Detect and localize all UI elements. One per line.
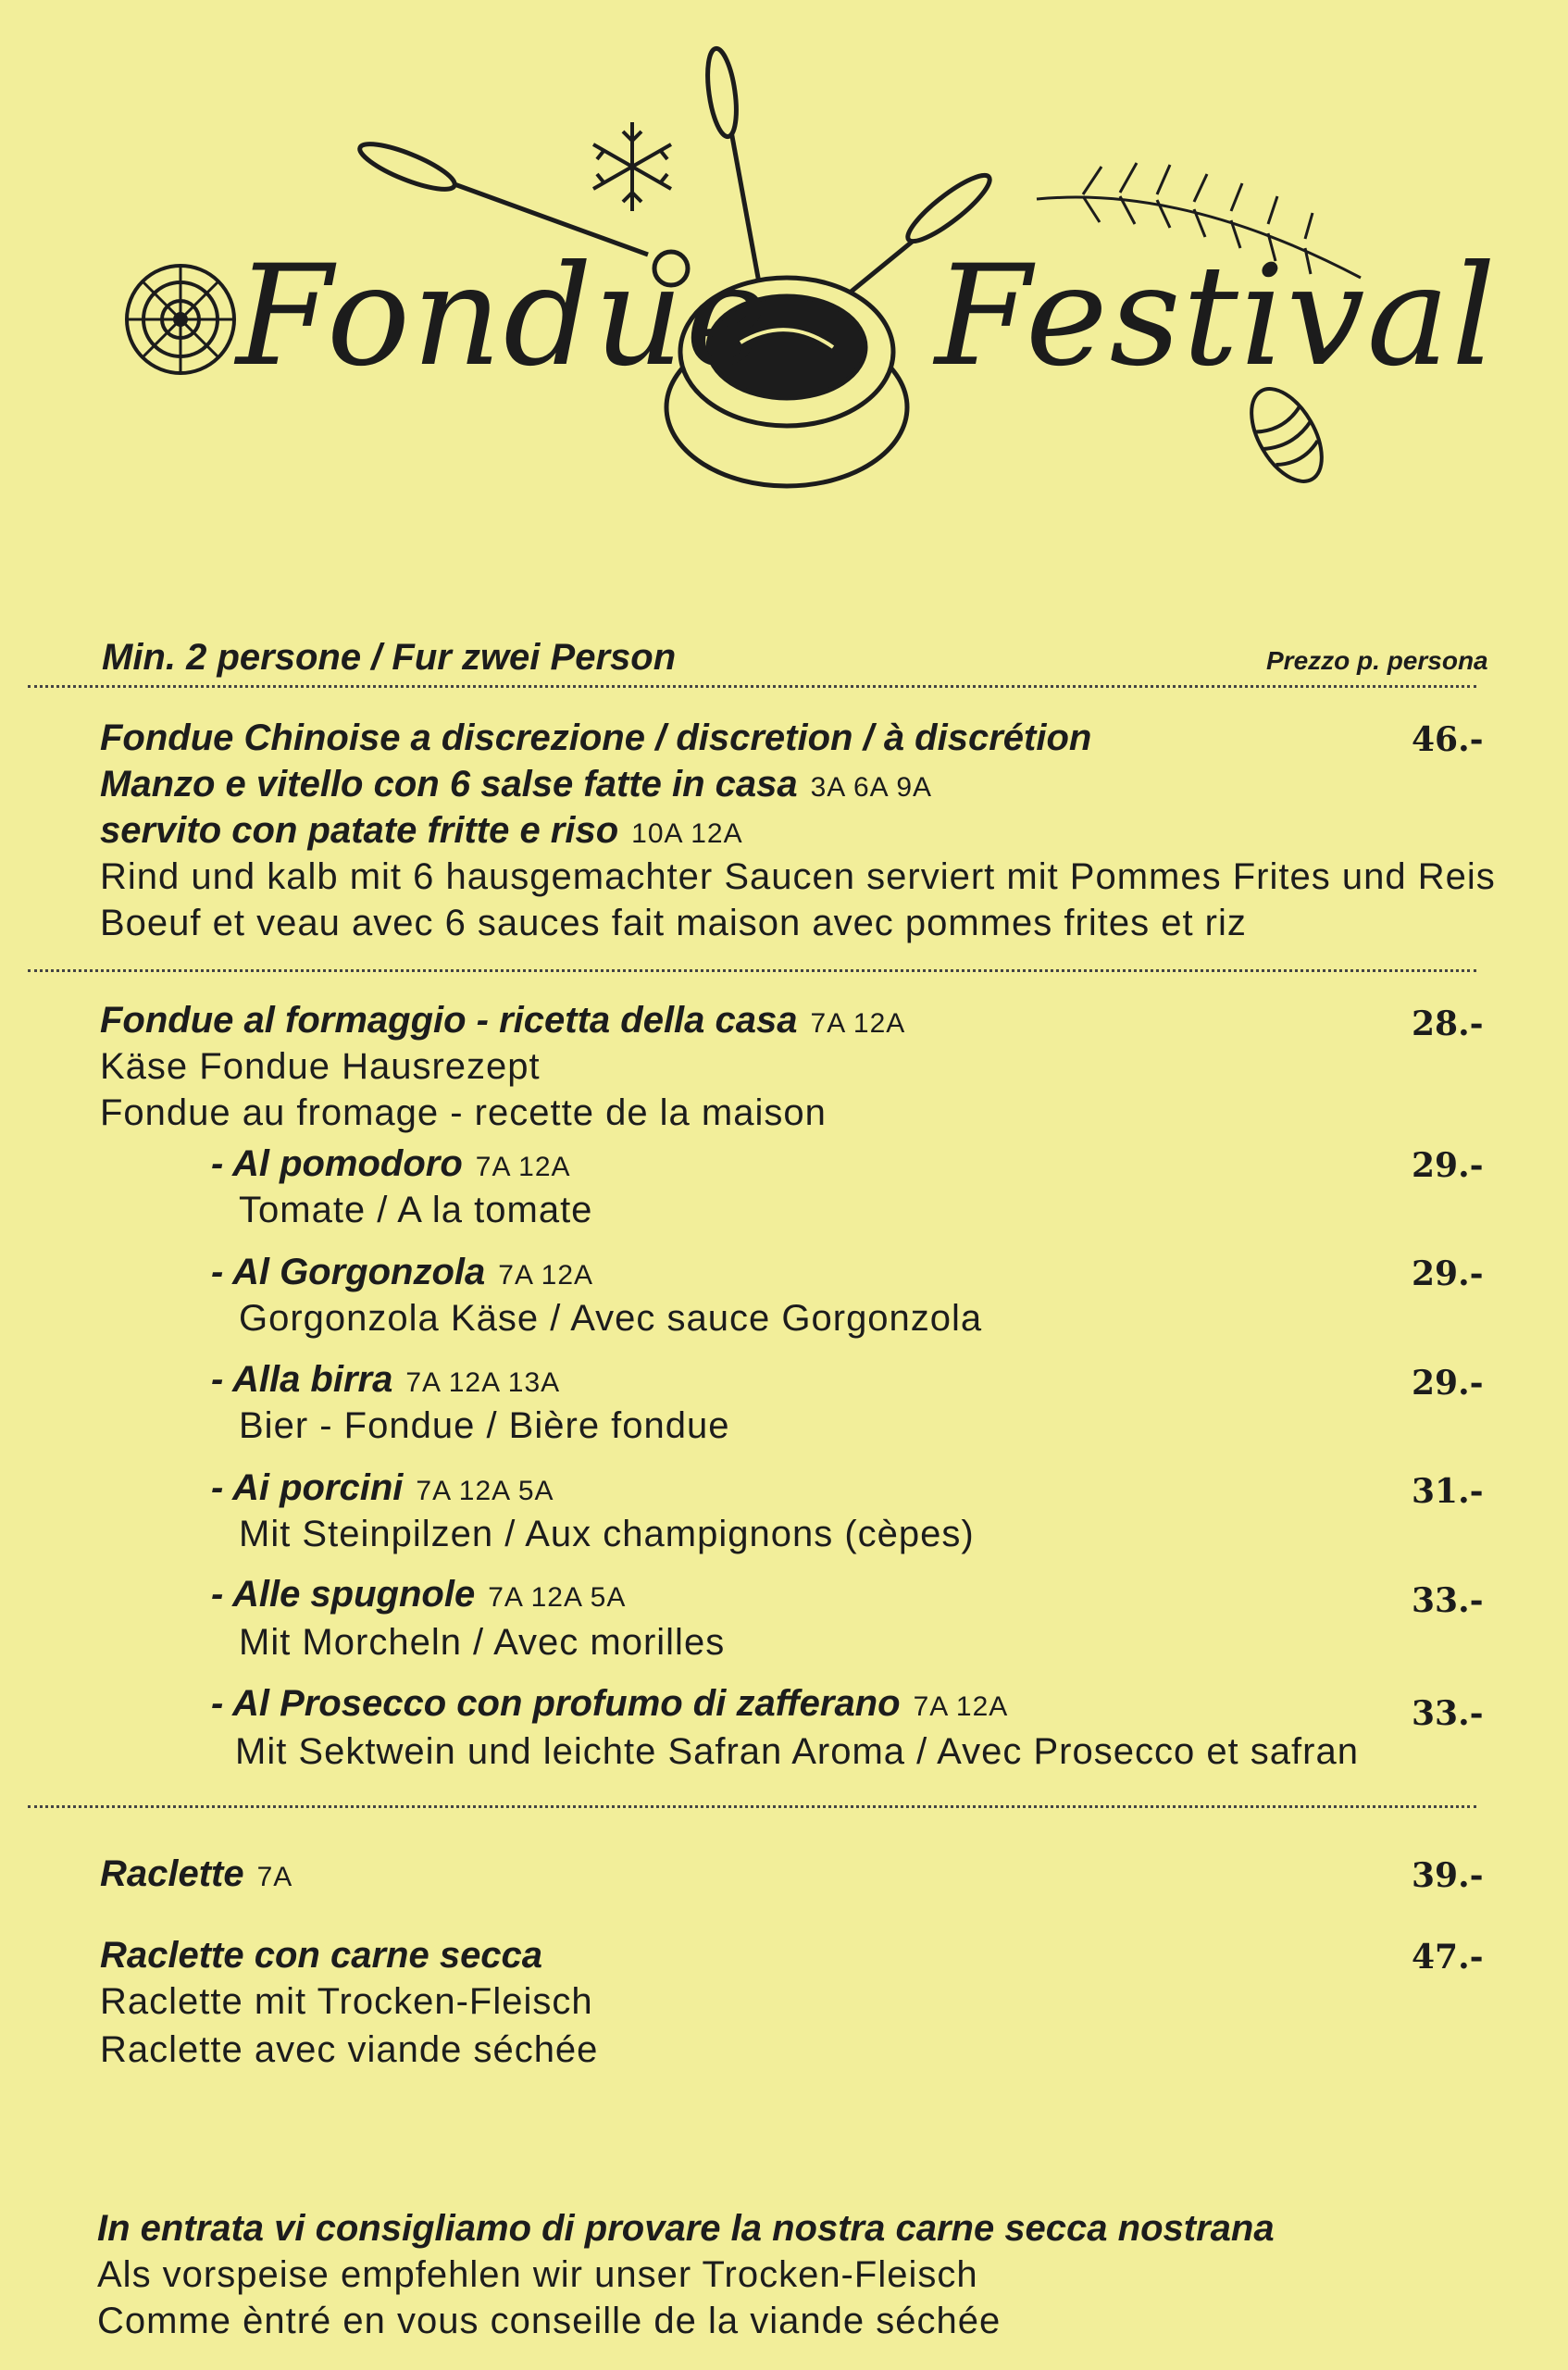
variant-price: 29.- [1412, 1254, 1484, 1293]
variant-name [211, 1252, 593, 1293]
item-line [100, 810, 743, 852]
allergens: 7A [256, 1862, 293, 1892]
variant-name [211, 1143, 571, 1185]
variant-title: - Alle spugnole [211, 1574, 476, 1615]
variant-title: - Al pomodoro [211, 1143, 463, 1184]
price-column-label: Prezzo p. persona [1266, 646, 1488, 675]
variant-price: 31.- [1412, 1472, 1484, 1511]
allergens: 10A 12A [631, 818, 743, 849]
allergens: 7A 12A 13A [405, 1367, 561, 1398]
item-title: Fondue Chinoise a discrezione / discretion / à discrétion [100, 717, 1092, 758]
item-line [100, 1000, 905, 1042]
variant-desc: Bier - Fondue / Bière fondue [239, 1405, 730, 1446]
variant-desc: Mit Sektwein und leichte Safran Aroma / Avec Prosecco et safran [235, 1731, 1359, 1772]
snowflake-icon [593, 122, 671, 211]
allergens: 7A 12A 5A [488, 1582, 627, 1613]
footer-it: In entrata vi consigliamo di provare la nostra carne secca nostrana [97, 2208, 1275, 2249]
divider [28, 685, 1476, 688]
item-title: Fondue al formaggio - ricetta della casa [100, 1000, 798, 1041]
footer-de: Als vorspeise empfehlen wir unser Trocken-Fleisch [97, 2254, 978, 2295]
item-price: 46.- [1412, 720, 1484, 759]
variant-desc: Mit Morcheln / Avec morilles [239, 1622, 726, 1663]
variant-name [211, 1683, 1008, 1725]
flower-icon [127, 266, 234, 373]
variant-desc: Gorgonzola Käse / Avec sauce Gorgonzola [239, 1298, 983, 1339]
item-desc-de: Käse Fondue Hausrezept [100, 1046, 541, 1087]
variant-price: 29.- [1412, 1364, 1484, 1403]
variant-desc: Tomate / A la tomate [239, 1190, 593, 1230]
footer-fr: Comme èntré en vous conseille de la viande séchée [97, 2301, 1002, 2341]
allergens: 7A 12A [498, 1260, 594, 1291]
allergens: 3A 6A 9A [810, 772, 933, 803]
item-price: 39.- [1412, 1856, 1484, 1895]
divider [28, 1805, 1476, 1808]
item-line-text: servito con patate fritte e riso [100, 810, 619, 851]
title-word-fondue: Fondue [236, 236, 770, 397]
variant-title: - Alla birra [211, 1359, 393, 1400]
item-line [100, 1853, 292, 1895]
variant-price: 33.- [1412, 1694, 1484, 1733]
menu-header [0, 0, 1568, 518]
item-line [100, 764, 932, 805]
variant-price: 29.- [1412, 1146, 1484, 1185]
item-line-text: Manzo e vitello con 6 salse fatte in casa [100, 764, 798, 805]
variant-price: 33.- [1412, 1581, 1484, 1620]
item-desc-fr: Fondue au fromage - recette de la maison [100, 1092, 827, 1133]
title-word-festival: Festival [935, 236, 1499, 397]
variant-title: - Al Prosecco con profumo di zafferano [211, 1683, 901, 1724]
allergens: 7A 12A [810, 1008, 906, 1039]
variant-name [211, 1467, 554, 1509]
allergens: 7A 12A [913, 1691, 1009, 1722]
item-desc-fr: Raclette avec viande séchée [100, 2029, 599, 2070]
divider [28, 969, 1476, 972]
min-persons-label: Min. 2 persone / Fur zwei Person [102, 637, 677, 678]
item-title: Raclette con carne secca [100, 1935, 543, 1976]
variant-name [211, 1574, 626, 1615]
item-price: 47.- [1412, 1938, 1484, 1977]
item-title: Raclette [100, 1853, 244, 1894]
variant-title: - Al Gorgonzola [211, 1252, 486, 1292]
item-desc-de: Rind und kalb mit 6 hausgemachter Saucen serviert mit Pommes Frites und Reis [100, 856, 1496, 897]
allergens: 7A 12A [475, 1152, 571, 1182]
item-price: 28.- [1412, 1004, 1484, 1043]
variant-desc: Mit Steinpilzen / Aux champignons (cèpes) [239, 1514, 975, 1554]
variant-name [211, 1359, 560, 1401]
allergens: 7A 12A 5A [416, 1476, 554, 1506]
item-desc-de: Raclette mit Trocken-Fleisch [100, 1981, 593, 2022]
variant-title: - Ai porcini [211, 1467, 404, 1508]
item-desc-fr: Boeuf et veau avec 6 sauces fait maison avec pommes frites et riz [100, 903, 1247, 943]
